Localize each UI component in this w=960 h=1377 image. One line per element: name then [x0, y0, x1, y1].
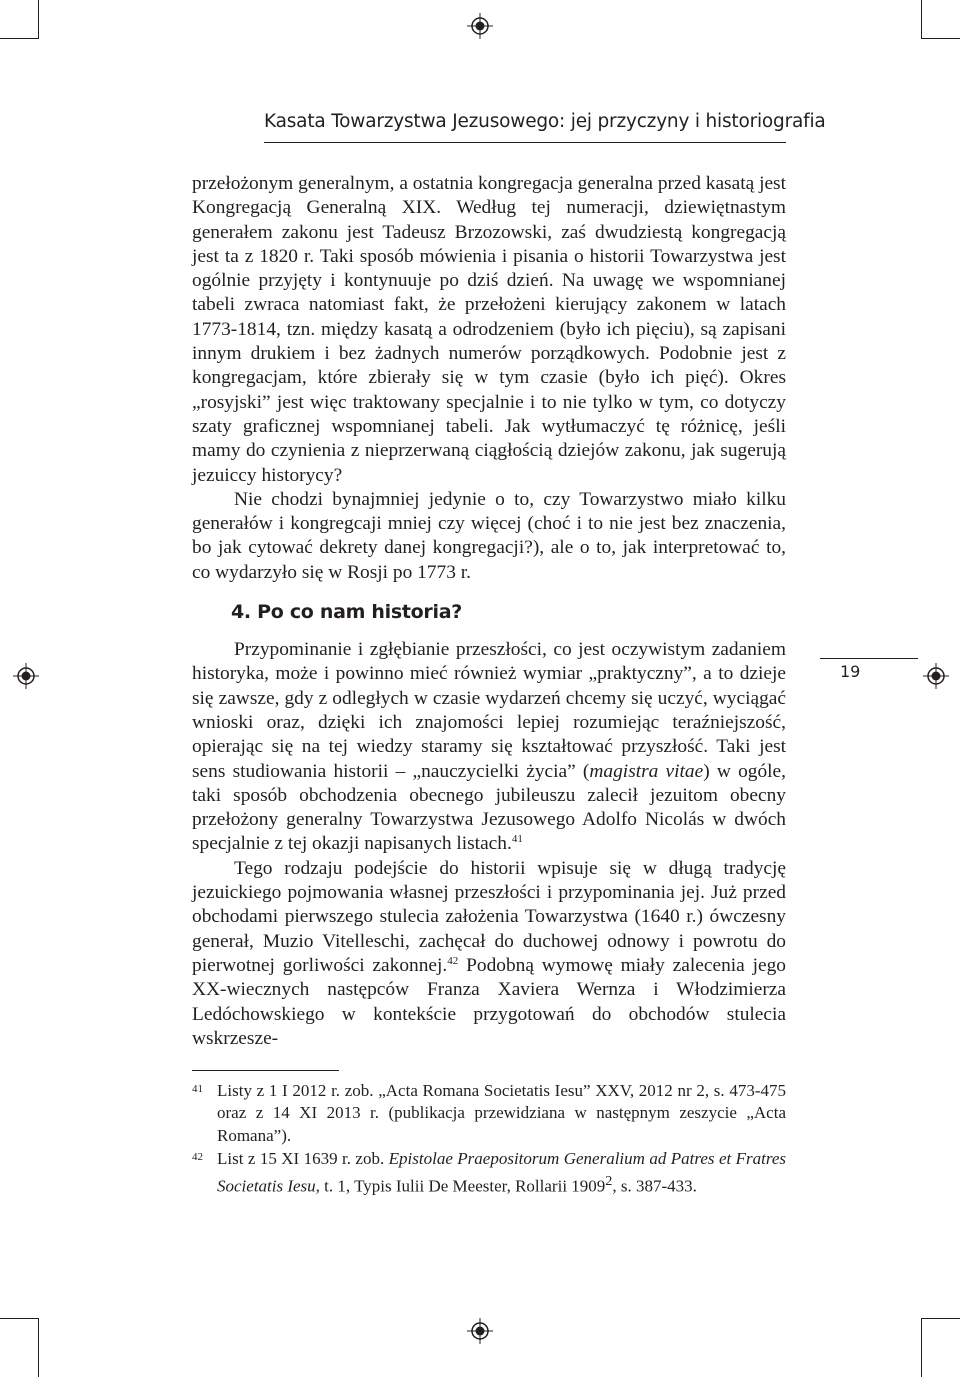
footnote-rule: [192, 1070, 339, 1071]
footnote-number: 41: [192, 1083, 203, 1095]
footnote-41: [192, 1080, 786, 1147]
registration-mark-bottom-icon: [466, 1317, 494, 1345]
paragraph-3-italic: magistra vitae: [589, 760, 704, 782]
crop-mark-bottom-right: [921, 1318, 960, 1377]
paragraph-3: [192, 638, 786, 857]
footnote-italic-title: Epistolae Praepositorum Generalium ad Patres et Fratres Societatis Iesu: [217, 1148, 786, 1196]
footnote-text-c: , s. 387-433.: [612, 1176, 697, 1196]
registration-mark-right-icon: [922, 662, 950, 690]
footnote-ref-41[interactable]: 41: [511, 833, 523, 846]
footnote-number: 42: [192, 1150, 203, 1163]
section-heading: 4. Po co nam historia?: [231, 601, 462, 624]
registration-mark-left-icon: [12, 662, 40, 690]
paragraph-3-text-a: Przypominanie i zgłębianie przeszłości, co jest oczywistym zadaniem historyka, może i powinno mieć również wymiar „praktyczny”, a to dzieje się zawsze, gdy z odległych w czasie wydarzeń chcemy się uczyć, wyciągać wnioski oraz, dzięki ich znajomości lepiej rozumiejąc teraźniejszość, opierając się na tej wiedzy staramy się kształtować przyszłość. Taki jest sens studiowania historii – „nauczycielki życia” (: [192, 639, 786, 782]
paragraph-4: [192, 857, 786, 1051]
paragraph-4-text-a: Tego rodzaju podejście do historii wpisuje się w długą tradycję jezuickiego pojmowania własnej przeszłości i przypominania jej. Już przed obchodami pierwszego stulecia założenia Towarzystwa (1640 r.) ówczesny generał, Muzio Vitelleschi, zachęcał do duchowej odnowy i powrotu do pierwotnej gorliwości zakonnej.: [192, 857, 786, 976]
registration-mark-top-icon: [466, 12, 494, 40]
footnotes: [192, 1080, 786, 1199]
crop-mark-top-left: [0, 0, 39, 39]
page-number-rule: [820, 658, 918, 659]
page-number: 19: [840, 662, 861, 681]
footnote-edition-sup: 2: [605, 1173, 613, 1190]
crop-mark-bottom-left: [0, 1318, 39, 1377]
footnote-ref-42[interactable]: 42: [447, 954, 459, 967]
body-text: [192, 172, 786, 1051]
footnote-text-b: , t. 1, Typis Iulii De Meester, Rollarii 1909: [315, 1176, 606, 1196]
footnote-text-a: List z 15 XI 1639 r. zob.: [217, 1148, 389, 1168]
paragraph-3-text-b: ) w ogóle, taki sposób obchodzenia obecnego jubileuszu zalecił jezuitom obecny przełożony generalny Towarzystwa Jezusowego Adolfo Nicolás w dwóch specjalnie z tej okazji napisanych listach.: [192, 760, 786, 855]
running-header: Kasata Towarzystwa Jezusowego: jej przyczyny i historiografia: [264, 111, 826, 132]
crop-mark-top-right: [921, 0, 960, 39]
paragraph-2: Nie chodzi bynajmniej jedynie o to, czy Towarzystwo miało kilku generałów i kongregcaji mniej czy więcej (choć i to nie jest bez znaczenia, bo jak cytować dekrety danej kongregacji?), ale o to, jak interpretować to, co wydarzyło się w Rosji po 1773 r.: [192, 488, 786, 583]
paragraph-1: przełożonym generalnym, a ostatnia kongregacja generalna przed kasatą jest Kongregacją Generalną XIX. Według tej numeracji, dziewiętnastym generałem zakonu jest Tadeusz Brzozowski, zaś dwudziestą kongregacją jest ta z 1820 r. Taki sposób mówienia i pisania o historii Towarzystwa jest ogólnie przyjęty i kontynuuje po dziś dzień. Na uwagę we wspomnianej tabeli zwraca natomiast fakt, że przełożeni kierujący zakonem w latach 1773-1814, tzn. między kasatą a odrodzeniem (było ich pięciu), są zapisani innym drukiem i bez żadnych numerów porządkowych. Podobnie jest z kongregacjam, które zbierały się w tym czasie (było ich pięć). Okres „rosyjski” jest więc traktowany specjalnie i to nie tylko w tym, co dotyczy szaty graficznej wspomnianej tabeli. Jak wytłumaczyć tę różnicę, jeśli mamy do czynienia z nieprzerwaną ciągłością dziejów zakonu, jak sugerują jezuiccy historycy?: [192, 173, 786, 486]
paragraph-4-text-b: Podobną wymowę miały zalecenia jego XX-wiecznych następców Franza Xaviera Wernza i Włodzimierza Ledóchowskiego w kontekście przygotowań do obchodów stulecia wskrzesze-: [192, 954, 786, 1049]
footnote-text: Listy z 1 I 2012 r. zob. „Acta Romana Societatis Iesu” XXV, 2012 nr 2, s. 473-475 oraz z 14 XI 2013 r. (publikacja przewidziana w następnym zeszycie „Acta Romana”).: [217, 1081, 786, 1145]
footnote-42: [192, 1148, 786, 1198]
header-rule: [264, 142, 786, 143]
